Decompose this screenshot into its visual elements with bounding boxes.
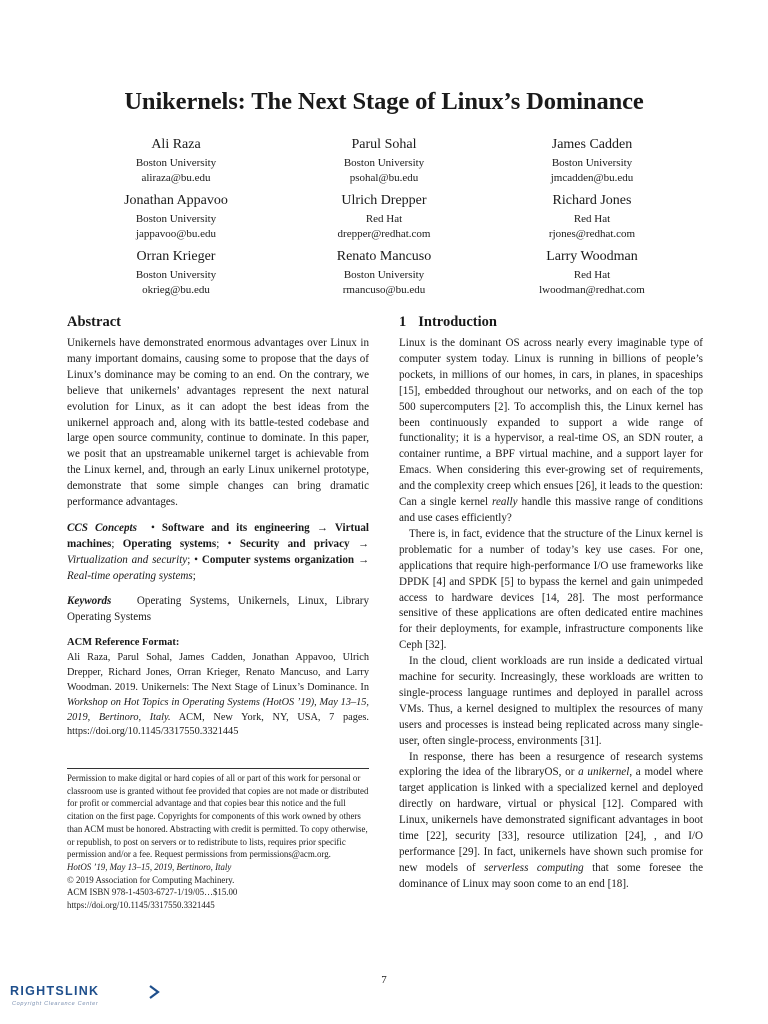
author-entry [488,134,696,186]
author-entry [280,134,488,186]
intro-paragraph: In the cloud, client workloads are run inside a dedicated virtual machine for security. Increasingly, these workloads are written to single-process language runtimes and deployed in parallel across VMs. Thus, a kernel designed to multiplex the resources of many users and processes is instead being replicated across many single-user, often single-process, environments [31]. [399,655,703,747]
author-affiliation: Boston University [343,157,425,169]
author-entry [72,246,280,298]
author-entry [280,190,488,242]
author-name: Richard Jones [552,193,632,208]
author-affiliation: Red Hat [365,213,403,225]
author-entry [280,246,488,298]
ccs-concepts: CCS Concepts • Software and its engineering → Virtual machines; Operating systems; • Security and privacy → Virtualization and security; • Computer systems organization → Real-time operating systems; [67,521,370,582]
permission-isbn: ACM ISBN 978-1-4503-6727-1/19/05…$15.00 [67,887,238,898]
author-name: James Cadden [551,137,633,152]
abstract-heading: Abstract [67,314,121,330]
intro-paragraph: In response, there has been a resurgence of research systems exploring the idea of the libraryOS, or a unikernel, a model where target application is linked with a specialized kernel and deployed directly on hardware, virtual or physical [12]. Compared with Linux, unikernels have demonstrated significant advantages in boot time [22], security [33], resource utilization [24], , and I/O performance [29]. In fact, unikernels have shown such promise for new models of serverless computing that some foresee the dominance of Linux may soon come to an end [18]. [399,750,703,890]
author-affiliation: Boston University [135,213,217,225]
author-affiliation: Red Hat [573,213,611,225]
permission-doi: https://doi.org/10.1145/3317550.3321445 [67,900,215,911]
author-email: rmancuso@bu.edu [342,284,426,296]
abstract-text: Unikernels have demonstrated enormous advantages over Linux in many important domains, causing some to propose that the days of Linux’s dominance may be coming to an end. On the contrary, we believe that unikernels’ advantages represent the next natural evolution for Linux, as it can adopt the best ideas from the unikernel approach and, along with its battle-tested codebase and large open source community, continue to dominate. In this paper, we posit that an upstreamable unikernel target is achievable from the Linux kernel, and, through an early Linux unikernel prototype, demonstrate that some simple changes can bring dramatic performance advantages. [67,337,369,509]
author-name: Ulrich Drepper [341,193,427,208]
keywords [67,594,369,626]
author-name: Renato Mancuso [336,249,432,264]
author-name: Parul Sohal [351,137,417,152]
rightslink-logo[interactable] [10,984,160,1008]
author-name: Jonathan Appavoo [124,193,228,208]
rightslink-text: RIGHTSLINK [10,984,100,998]
author-block [72,134,696,298]
author-email: jmcadden@bu.edu [550,172,634,184]
permission-copyright: © 2019 Association for Computing Machinery. [67,874,235,885]
intro-paragraph: There is, in fact, evidence that the structure of the Linux kernel is problematic for a number of today’s key use cases. For one, applications that require high-performance I/O use frameworks like DPDK [4] and SPDK [5] to bypass the kernel and gain unimpeded access to hardware devices [14, 28]. The most performance sensitive of these applications are often dedicated entire machines for their deployments, for example, infrastructure components like Ceph [32]. [399,527,703,652]
author-email: jappavoo@bu.edu [135,228,217,240]
rightslink-chevron-icon [148,985,160,999]
permission-text: Permission to make digital or hard copies of all or part of this work for personal or classroom use is granted without fee provided that copies are not made or distributed for profit or commercial advantage and that copies bear this notice and the full citation on the first page. Copyrights for components of this work owned by others than ACM must be honored. Abstracting with credit is permitted. To copy otherwise, or republish, to post on servers or to redistribute to lists, requires prior specific permission and/or a fee. Request permissions from permissions@acm.org. [67,773,369,860]
author-email: okrieg@bu.edu [142,284,210,296]
author-entry [488,246,696,298]
author-name: Larry Woodman [546,249,638,264]
section-number: 1 [399,314,407,330]
paper-title: Unikernels: The Next Stage of Linux’s Dominance [124,88,644,115]
permission-venue: HotOS ’19, May 13–15, 2019, Bertinoro, Italy [67,861,232,872]
author-name: Orran Krieger [136,249,216,264]
author-entry [488,190,696,242]
author-affiliation: Red Hat [573,269,611,281]
permission-footnote [67,768,369,912]
author-affiliation: Boston University [551,157,633,169]
author-email: lwoodman@redhat.com [539,284,645,296]
keywords-text: Operating Systems, Unikernels, Linux, Library Operating Systems [67,594,370,623]
author-email: aliraza@bu.edu [141,172,211,184]
page-number: 7 [381,974,387,986]
author-name: Ali Raza [151,137,201,152]
author-email: drepper@redhat.com [337,228,431,240]
author-email: rjones@redhat.com [548,228,636,240]
author-affiliation: Boston University [343,269,425,281]
ccs-label: CCS Concepts [67,521,137,534]
author-entry [72,134,280,186]
author-affiliation: Boston University [135,269,217,281]
author-entry [72,190,280,242]
author-email: psohal@bu.edu [349,172,419,184]
rightslink-tagline: Copyright Clearance Center [12,1001,99,1007]
acm-reference-body: Ali Raza, Parul Sohal, James Cadden, Jonathan Appavoo, Ulrich Drepper, Richard Jones, Orran Krieger, Renato Mancuso, and Larry Woodman. 2019. Unikernels: The Next Stage of Linux’s Dominance. In Workshop on Hot Topics in Operating Systems (HotOS ’19), May 13–15, 2019, Bertinoro, Italy. ACM, New York, NY, USA, 7 pages. https://doi.org/10.1145/3317550.3321445 [67,652,369,738]
introduction-heading: 1 Introduction [399,314,497,330]
keywords-label: Keywords [67,594,112,607]
acm-reference-heading: ACM Reference Format: [67,637,180,649]
left-column [67,312,369,740]
right-column [399,312,703,893]
author-affiliation: Boston University [135,157,217,169]
intro-paragraph: Linux is the dominant OS across nearly every imaginable type of computer system today. Linux is running in billions of people’s pockets, in millions of our homes, in cars, in planes, in spaceships [15], embedded throughout our networks, and on each of the top 500 supercomputers [2]. To accomplish this, the Linux kernel has been continuously expanded to support a wide range of functionality; it is a hypervisor, a real-time OS, an SDN router, a container runtime, a BPF virtual machine, and a support layer for Emacs. When considering this ever-growing set of requirements, and the complexity creep which ensues [26], it leads to the question: Can a single kernel really handle this massive range of conditions and use cases efficiently? [399,337,703,524]
